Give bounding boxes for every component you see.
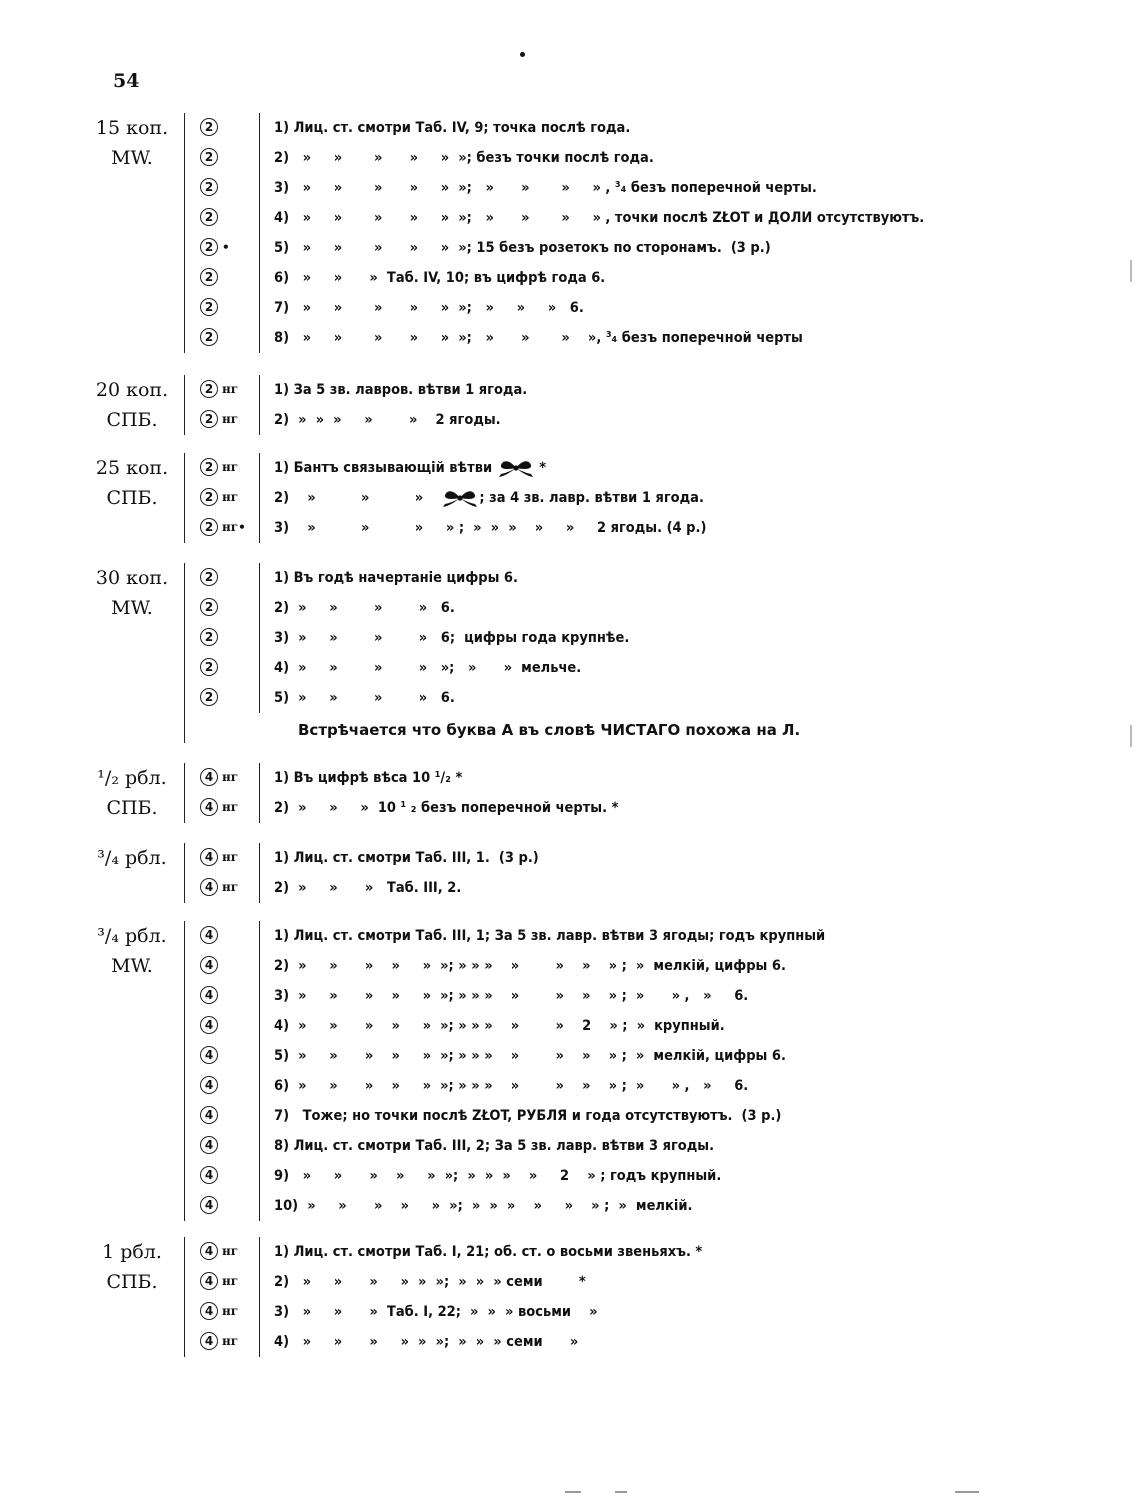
metal-circle-badge: 2: [200, 688, 218, 706]
page-number: 54: [113, 70, 140, 92]
variety-text: 3) » » » » ; » » » » » 2 ягоды. (4 р.): [274, 520, 707, 536]
catalog-row: [0, 1131, 1140, 1161]
catalog-row: [0, 263, 1140, 293]
metal-circle-badge: 2: [200, 178, 218, 196]
metal-circle-badge: 4: [200, 1332, 218, 1350]
mintmaster-initials: нг: [222, 800, 239, 814]
variety-text: 2) » » » 10 ¹ ₂ безъ поперечной черты. *: [274, 800, 619, 816]
variety-entry: [274, 117, 630, 139]
variety-text: 8) » » » » » »; » » » », ³₄ безъ поперечной черты: [274, 330, 803, 346]
variety-entry: [274, 1271, 586, 1293]
variety-entry: [274, 487, 704, 509]
metal-circle-badge: 2: [200, 268, 218, 286]
catalog-row: [0, 1041, 1140, 1071]
variety-entry: [274, 797, 618, 819]
catalog-row: [0, 981, 1140, 1011]
variety-entry: [274, 767, 462, 789]
variety-text: 2) » » » » » »; » » » семи *: [274, 1274, 586, 1290]
variety-entry: [274, 1331, 578, 1353]
catalog-row: [0, 843, 1140, 873]
variety-entry: [274, 985, 748, 1007]
catalog-row: [0, 1071, 1140, 1101]
denomination-label: 20 коп.: [95, 379, 169, 401]
catalog-row: [0, 1191, 1140, 1221]
metal-circle-badge: 2: [200, 628, 218, 646]
variety-entry: [274, 327, 803, 349]
metal-circle-badge: 2: [200, 118, 218, 136]
mintmaster-initials: нг: [222, 1274, 239, 1288]
metal-circle-badge: 2: [200, 410, 218, 428]
metal-circle-badge: 2: [200, 208, 218, 226]
catalog-row: [0, 113, 1140, 143]
variety-text: 5) » » » » » »; 15 безъ розетокъ по сторонамъ. (3 р.): [274, 240, 771, 256]
metal-circle-badge: 4: [200, 956, 218, 974]
catalog-row: [0, 683, 1140, 713]
variety-entry: [274, 1165, 721, 1187]
variety-text: 8) Лиц. ст. смотри Таб. III, 2; За 5 зв. лавр. вѣтви 3 ягоды.: [274, 1138, 715, 1154]
catalog-row: [0, 793, 1140, 823]
metal-mark: [200, 410, 238, 428]
variety-text: 4) » » » » »; » » мельче.: [274, 660, 582, 676]
denomination-label: ³/₄ рбл.: [97, 925, 167, 947]
catalog-row: [0, 1101, 1140, 1131]
variety-entry: [274, 1075, 748, 1097]
metal-mark: [200, 658, 222, 676]
catalog-row: [0, 921, 1140, 951]
metal-circle-badge: 4: [200, 878, 218, 896]
variety-text: 4) » » » » » »; » » » » » 2 » ; » крупный.: [274, 1018, 725, 1034]
metal-circle-badge: 4: [200, 1046, 218, 1064]
metal-circle-badge: 2: [200, 458, 218, 476]
variety-text: 2) » » » » » 2 ягоды.: [274, 412, 501, 428]
metal-mark: [200, 956, 222, 974]
metal-mark: [200, 1242, 238, 1260]
variety-entry: [274, 267, 605, 289]
catalog-row: [0, 233, 1140, 263]
metal-circle-badge: 2: [200, 380, 218, 398]
metal-circle-badge: 4: [200, 986, 218, 1004]
variety-entry: [274, 237, 771, 259]
metal-mark: [200, 688, 222, 706]
metal-mark: [200, 768, 238, 786]
catalog-row: [0, 323, 1140, 353]
variety-entry: [274, 1045, 786, 1067]
catalog-row: [0, 563, 1140, 593]
variety-text: 2) » » » » 6.: [274, 600, 455, 616]
variety-text: 4) » » » » » »; » » » » , точки послѣ ZŁOT и ДОЛИ отсутствуютъ.: [274, 210, 925, 226]
variety-text: 1) Лиц. ст. смотри Таб. III, 1; За 5 зв. лавр. вѣтви 3 ягоды; годъ крупный: [274, 928, 826, 944]
scan-footer-mark: [565, 1491, 581, 1493]
metal-circle-badge: 4: [200, 1272, 218, 1290]
variety-text: 7) Тоже; но точки послѣ ZŁOT, РУБЛЯ и года отсутствуютъ. (3 р.): [274, 1108, 782, 1124]
metal-mark: [200, 986, 222, 1004]
variety-text: 2) » » »: [274, 490, 437, 506]
variety-text: 4) » » » » » »; » » » семи »: [274, 1334, 579, 1350]
variety-text: 3) » » » » 6; цифры года крупнѣе.: [274, 630, 630, 646]
variety-text: 3) » » » » » »; » » » » » » » ; » » , » 6.: [274, 988, 749, 1004]
metal-circle-badge: 4: [200, 1106, 218, 1124]
metal-mark: [200, 1166, 222, 1184]
metal-mark: [200, 798, 238, 816]
metal-mark: [200, 238, 230, 256]
catalog-row: [0, 623, 1140, 653]
metal-circle-badge: 4: [200, 768, 218, 786]
variety-text: 2) » » » » » »; » » » » » » » ; » мелкій, цифры 6.: [274, 958, 786, 974]
metal-mark: [200, 1272, 238, 1290]
metal-circle-badge: 2: [200, 148, 218, 166]
variety-text: 10) » » » » » »; » » » » » » ; » мелкій.: [274, 1198, 693, 1214]
mintmaster-initials: нг•: [222, 520, 246, 534]
metal-circle-badge: 4: [200, 1076, 218, 1094]
variety-entry: [274, 517, 706, 539]
metal-circle-badge: 2: [200, 658, 218, 676]
variety-entry: [274, 657, 581, 679]
catalog-row: [0, 405, 1140, 435]
metal-mark: [200, 488, 238, 506]
metal-circle-badge: 2: [200, 298, 218, 316]
metal-mark: [200, 848, 238, 866]
catalog-row: [0, 1011, 1140, 1041]
variety-text: 7) » » » » » »; » » » 6.: [274, 300, 584, 316]
metal-circle-badge: 4: [200, 1302, 218, 1320]
variety-entry: [274, 955, 786, 977]
catalog-row: [0, 173, 1140, 203]
catalog-row: [0, 1237, 1140, 1267]
metal-circle-badge: 4: [200, 1016, 218, 1034]
metal-mark: [200, 1332, 238, 1350]
scan-edge-mark: [1130, 260, 1132, 282]
variety-entry: [274, 1015, 725, 1037]
scan-footer-mark: [615, 1491, 627, 1493]
catalog-row: [0, 593, 1140, 623]
scan-edge-mark: [1130, 725, 1132, 747]
variety-note: Встрѣчается что буква А въ словѣ ЧИСТАГО похожа на Л.: [298, 721, 801, 739]
variety-text: 1) Въ годѣ начертаніе цифры 6.: [274, 570, 518, 586]
mintmaster-initials: нг: [222, 412, 239, 426]
variety-entry: [274, 1241, 702, 1263]
catalog-row: [0, 483, 1140, 513]
mintmaster-initials: нг: [222, 1304, 239, 1318]
mintmaster-initials: нг: [222, 850, 239, 864]
catalog-row: [0, 513, 1140, 543]
variety-entry: [274, 1135, 714, 1157]
mint-label: MW.: [111, 147, 153, 169]
catalog-row: [0, 1161, 1140, 1191]
variety-entry: [274, 847, 539, 869]
variety-entry: [274, 627, 629, 649]
denomination-label: ¹/₂ рбл.: [97, 767, 167, 789]
variety-text: 3) » » » » » »; » » » » , ³₄ безъ поперечной черты.: [274, 180, 817, 196]
mintmaster-initials: нг: [222, 460, 239, 474]
variety-entry: [274, 379, 527, 401]
denomination-label: 1 рбл.: [102, 1241, 162, 1263]
catalog-row: [0, 203, 1140, 233]
metal-mark: [200, 1196, 222, 1214]
variety-entry: [274, 147, 654, 169]
variety-entry: [274, 877, 461, 899]
variety-entry: [274, 207, 924, 229]
catalog-row: [0, 143, 1140, 173]
metal-mark: [200, 268, 222, 286]
metal-mark: [200, 926, 222, 944]
metal-circle-badge: 4: [200, 1196, 218, 1214]
metal-circle-badge: 2: [200, 328, 218, 346]
metal-mark: [200, 628, 222, 646]
variety-text: 2) » » » » » »; безъ точки послѣ года.: [274, 150, 654, 166]
denomination-label: 25 коп.: [95, 457, 169, 479]
catalog-row: [0, 375, 1140, 405]
metal-circle-badge: 2: [200, 488, 218, 506]
metal-mark: [200, 298, 222, 316]
ribbon-bow-icon: [441, 487, 479, 509]
variety-text: 6) » » » Таб. IV, 10; въ цифрѣ года 6.: [274, 270, 606, 286]
catalog-row: [0, 1267, 1140, 1297]
metal-circle-badge: 4: [200, 926, 218, 944]
mintmaster-initials: нг: [222, 1244, 239, 1258]
mintmaster-initials: нг: [222, 382, 239, 396]
metal-circle-badge: 2: [200, 518, 218, 536]
variety-text: 5) » » » » 6.: [274, 690, 455, 706]
variety-text: 3) » » » Таб. I, 22; » » » восьми »: [274, 1304, 598, 1320]
variety-entry: [274, 687, 455, 709]
variety-entry: [274, 597, 455, 619]
variety-text-after: ; за 4 зв. лавр. вѣтви 1 ягода.: [479, 490, 704, 506]
denomination-label: ³/₄ рбл.: [97, 847, 167, 869]
mint-label: СПБ.: [106, 487, 158, 509]
mintmaster-initials: •: [222, 240, 230, 254]
metal-mark: [200, 208, 222, 226]
variety-text: 9) » » » » » »; » » » » 2 » ; годъ крупный.: [274, 1168, 722, 1184]
metal-mark: [200, 178, 222, 196]
variety-entry: [274, 409, 501, 431]
metal-mark: [200, 518, 246, 536]
variety-text: 1) Лиц. ст. смотри Таб. IV, 9; точка послѣ года.: [274, 120, 631, 136]
metal-mark: [200, 598, 222, 616]
variety-text: 6) » » » » » »; » » » » » » » ; » » , » 6.: [274, 1078, 749, 1094]
catalog-row: [0, 951, 1140, 981]
variety-entry: [274, 457, 546, 479]
metal-mark: [200, 1106, 222, 1124]
catalog-row: [0, 293, 1140, 323]
ribbon-bow-icon: [497, 457, 535, 479]
metal-mark: [200, 328, 222, 346]
mint-label: MW.: [111, 597, 153, 619]
metal-mark: [200, 148, 222, 166]
variety-entry: [274, 925, 825, 947]
mint-label: СПБ.: [106, 797, 158, 819]
variety-text: 2) » » » Таб. III, 2.: [274, 880, 462, 896]
metal-mark: [200, 458, 238, 476]
catalog-row: [0, 1327, 1140, 1357]
denomination-label: 15 коп.: [95, 117, 169, 139]
variety-entry: [274, 1301, 598, 1323]
metal-mark: [200, 380, 238, 398]
metal-circle-badge: 4: [200, 1242, 218, 1260]
denomination-label: 30 коп.: [95, 567, 169, 589]
catalog-row: [0, 1297, 1140, 1327]
metal-circle-badge: 4: [200, 848, 218, 866]
variety-entry: [274, 1105, 781, 1127]
variety-text: 5) » » » » » »; » » » » » » » ; » мелкій, цифры 6.: [274, 1048, 786, 1064]
variety-entry: [274, 177, 817, 199]
metal-mark: [200, 1076, 222, 1094]
variety-text: 1) Бантъ связывающій вѣтви: [274, 460, 493, 476]
variety-text-after: *: [534, 460, 547, 476]
mint-label: MW.: [111, 955, 153, 977]
metal-circle-badge: 2: [200, 598, 218, 616]
metal-mark: [200, 1136, 222, 1154]
catalog-row: [0, 653, 1140, 683]
mintmaster-initials: нг: [222, 490, 239, 504]
mintmaster-initials: нг: [222, 1334, 239, 1348]
variety-entry: [274, 1195, 692, 1217]
metal-circle-badge: 4: [200, 798, 218, 816]
mint-label: СПБ.: [106, 409, 158, 431]
catalog-row: [0, 763, 1140, 793]
metal-mark: [200, 1302, 238, 1320]
catalog-row: [0, 453, 1140, 483]
scan-speck: [520, 52, 525, 57]
mintmaster-initials: нг: [222, 880, 239, 894]
metal-mark: [200, 1016, 222, 1034]
variety-entry: [274, 567, 518, 589]
variety-entry: [274, 297, 584, 319]
scan-footer-mark: [955, 1491, 979, 1493]
metal-circle-badge: 4: [200, 1166, 218, 1184]
catalog-row: [0, 873, 1140, 903]
mint-label: СПБ.: [106, 1271, 158, 1293]
mintmaster-initials: нг: [222, 770, 239, 784]
metal-mark: [200, 878, 238, 896]
metal-mark: [200, 1046, 222, 1064]
metal-circle-badge: 4: [200, 1136, 218, 1154]
metal-mark: [200, 118, 222, 136]
metal-circle-badge: 2: [200, 568, 218, 586]
variety-text: 1) За 5 зв. лавров. вѣтви 1 ягода.: [274, 382, 528, 398]
variety-text: 1) Лиц. ст. смотри Таб. I, 21; об. ст. о восьми звеньяхъ. *: [274, 1244, 703, 1260]
metal-mark: [200, 568, 222, 586]
metal-circle-badge: 2: [200, 238, 218, 256]
variety-text: 1) Въ цифрѣ вѣса 10 ¹/₂ *: [274, 770, 463, 786]
variety-text: 1) Лиц. ст. смотри Таб. III, 1. (3 р.): [274, 850, 539, 866]
